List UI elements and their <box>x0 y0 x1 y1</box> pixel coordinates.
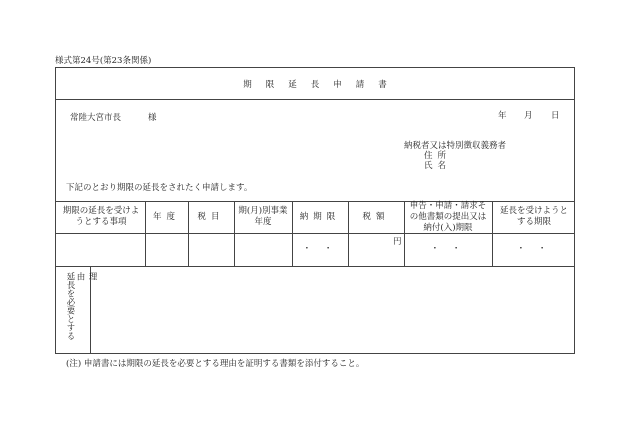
address-label: 住所 <box>424 151 452 161</box>
header-period: 期(月)別事業年度 <box>238 206 288 227</box>
date-day: 日 <box>551 111 560 121</box>
header-matter: 期限の延長を受けようとする事項 <box>62 206 140 227</box>
header-tax-item: 税目 <box>197 211 225 222</box>
extended-date-value[interactable]: ・ ・ <box>516 244 552 254</box>
header-submission-deadline: 申告・申請・請求その他書類の提出又は納付(入)期限 <box>409 200 487 233</box>
header-extended-deadline: 延長を受けようとする期限 <box>499 206 568 227</box>
header-due-date: 納期限 <box>299 211 341 222</box>
form-title: 期限延長申請書 <box>56 68 574 100</box>
reason-label-2: 延長を必要とする <box>65 272 75 340</box>
addressee: 常陸大宮市長 <box>70 113 122 123</box>
reason-field[interactable] <box>92 268 572 352</box>
applicant-role: 納税者又は特別徴収義務者 <box>404 141 507 151</box>
name-label: 氏名 <box>424 161 452 171</box>
form-label: 様式第24号(第23条関係) <box>55 56 152 66</box>
honorific: 様 <box>148 113 157 123</box>
application-form <box>55 67 575 354</box>
header-tax-amount: 税額 <box>362 211 390 222</box>
tax-unit: 円 <box>393 237 402 247</box>
date-month: 月 <box>524 111 533 121</box>
intro-text: 下記のとおり期限の延長をされたく申請します。 <box>66 183 253 193</box>
footnote: (注) 申請書には期限の延長を必要とする理由を証明する書類を添付すること。 <box>66 359 365 369</box>
due-date-value[interactable]: ・ ・ <box>302 244 338 254</box>
table-bottom-line <box>56 266 574 267</box>
submit-date-value[interactable]: ・ ・ <box>430 244 466 254</box>
date-year: 年 <box>498 111 507 121</box>
col-divider <box>234 201 235 266</box>
header-fiscal-year: 年度 <box>152 211 180 222</box>
reason-label-1: 理由 <box>75 272 97 329</box>
